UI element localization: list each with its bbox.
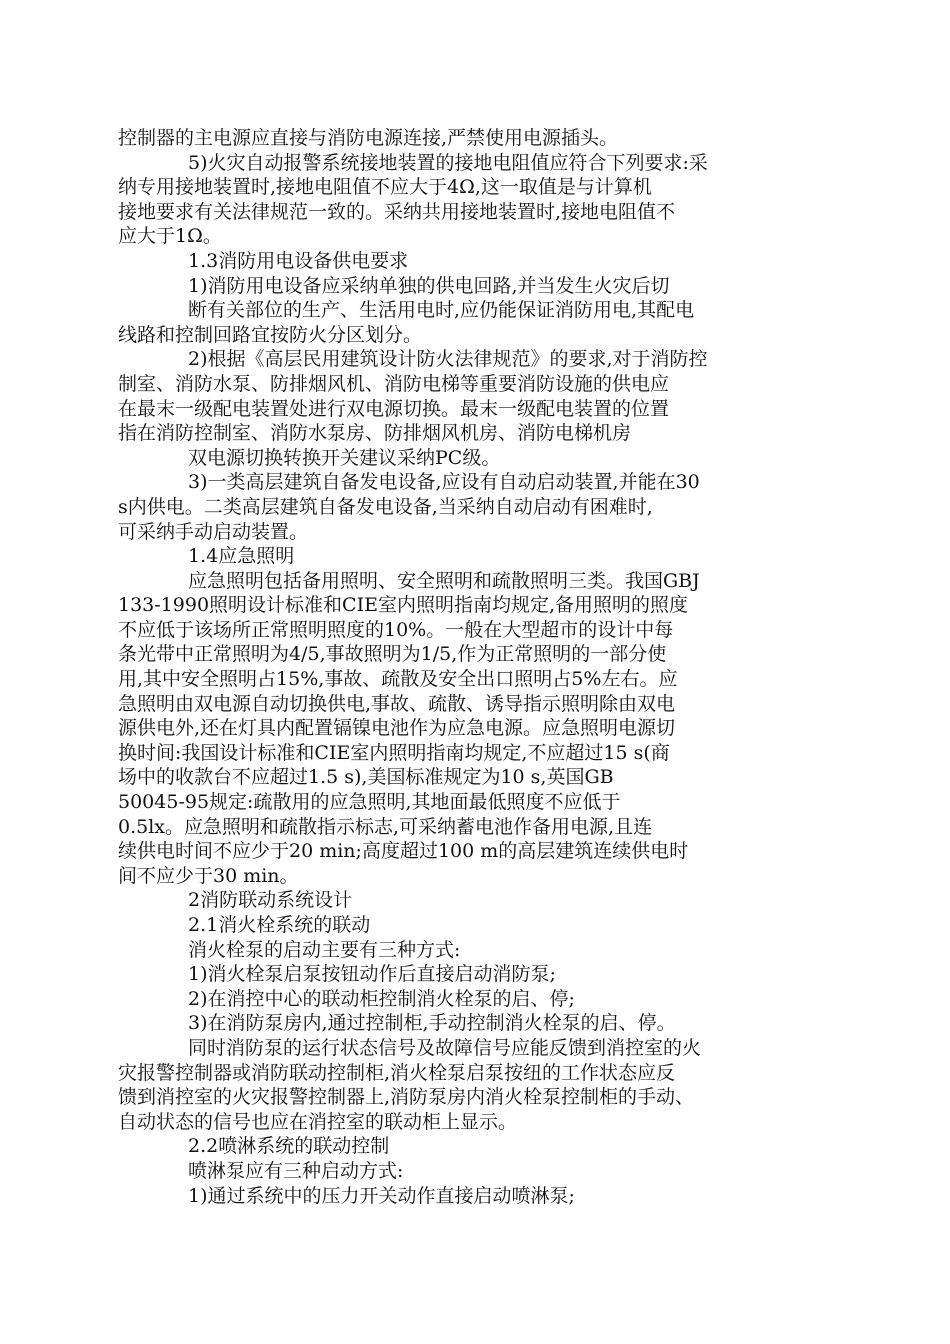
- text-line: 0.5lx。应急照明和疏散指示标志,可采纳蓄电池作备用电源,且连: [118, 815, 653, 838]
- text-line: 源供电外,还在灯具内配置镉镍电池作为应急电源。应急照明电源切: [118, 717, 676, 740]
- text-line: 在最末一级配电装置处进行双电源切换。最末一级配电装置的位置: [118, 397, 670, 420]
- text-line: 双电源切换转换开关建议采纳PC级。: [188, 446, 501, 469]
- text-line: 应大于1Ω。: [118, 225, 222, 248]
- text-line: 接地要求有关法律规范一致的。采纳共用接地装置时,接地电阻值不: [118, 200, 676, 223]
- text-line: 1)消防用电设备应采纳单独的供电回路,并当发生火灾后切: [188, 274, 670, 297]
- document-page: [118, 126, 818, 1208]
- text-line: 2.1消火栓系统的联动: [188, 914, 371, 936]
- text-line: 可采纳手动启动装置。: [118, 520, 309, 543]
- text-line: 2)在消控中心的联动柜控制消火栓泵的启、停;: [188, 987, 575, 1010]
- text-line: 同时消防泵的运行状态信号及故障信号应能反馈到消控室的火: [188, 1036, 702, 1059]
- text-line: 消火栓泵的启动主要有三种方式:: [188, 938, 461, 961]
- text-line: 3)在消防泵房内,通过控制柜,手动控制消火栓泵的启、停。: [188, 1012, 676, 1035]
- text-line: 场中的收款台不应超过1.5 s),美国标准规定为10 s,英国GB: [118, 766, 614, 789]
- text-line: 应急照明包括备用照明、安全照明和疏散照明三类。我国GBJ: [188, 569, 700, 592]
- text-line: 1.4应急照明: [188, 545, 295, 568]
- text-line: 喷淋泵应有三种启动方式:: [188, 1159, 404, 1182]
- text-line: 换时间:我国设计标准和CIE室内照明指南均规定,不应超过15 s(商: [118, 741, 670, 764]
- text-line: 133-1990照明设计标准和CIE室内照明指南均规定,备用照明的照度: [118, 594, 688, 617]
- text-line: 灾报警控制器或消防联动控制柜,消火栓泵启泵按纽的工作状态应反: [118, 1061, 676, 1084]
- text-line: 1)消火栓泵启泵按钮动作后直接启动消防泵;: [188, 963, 556, 986]
- text-line: 1)通过系统中的压力开关动作直接启动喷淋泵;: [188, 1184, 575, 1207]
- text-line: 2.2喷淋系统的联动控制: [188, 1135, 390, 1158]
- text-line: s内供电。二类高层建筑自备发电设备,当采纳自动启动有困难时,: [118, 495, 653, 518]
- text-line: 断有关部位的生产、生活用电时,应仍能保证消防用电,其配电: [188, 299, 695, 322]
- text-line: 用,其中安全照明占15%,事故、疏散及安全出口照明占5%左右。应: [118, 668, 678, 691]
- text-line: 指在消防控制室、消防水泵房、防排烟风机房、消防电梯机房: [118, 422, 632, 445]
- text-line: 2)根据《高层民用建筑设计防火法律规范》的要求,对于消防控: [188, 348, 708, 371]
- text-line: 1.3消防用电设备供电要求: [188, 249, 409, 272]
- text-line: 馈到消控室的火灾报警控制器上,消防泵房内消火栓泵控制柜的手动、: [118, 1086, 695, 1109]
- text-line: 急照明由双电源自动切换供电,事故、疏散、诱导指示照明除由双电: [118, 692, 676, 715]
- text-line: 不应低于该场所正常照明照度的10%。一般在大型超市的设计中每: [118, 618, 674, 641]
- text-line: 自动状态的信号也应在消控室的联动柜上显示。: [118, 1110, 518, 1133]
- text-line: 5)火灾自动报警系统接地装置的接地电阻值应符合下列要求:采: [188, 151, 708, 174]
- text-line: 续供电时间不应少于20 min;高度超过100 m的高层建筑连续供电时: [118, 840, 689, 863]
- text-line: 间不应少于30 min。: [118, 864, 299, 887]
- text-line: 线路和控制回路宜按防火分区划分。: [118, 323, 423, 346]
- text-line: 2消防联动系统设计: [188, 889, 353, 912]
- text-line: 控制器的主电源应直接与消防电源连接,严禁使用电源插头。: [118, 127, 619, 149]
- text-line: 条光带中正常照明为4/5,事故照明为1/5,作为正常照明的一部分使: [118, 643, 667, 666]
- text-line: 3)一类高层建筑自备发电设备,应设有自动启动装置,并能在30: [188, 471, 700, 494]
- text-line: 50045-95规定:疏散用的应急照明,其地面最低照度不应低于: [118, 791, 621, 814]
- text-line: 制室、消防水泵、防排烟风机、消防电梯等重要消防设施的供电应: [118, 372, 670, 395]
- text-line: 纳专用接地装置时,接地电阻值不应大于4Ω,这一取值是与计算机: [118, 176, 652, 199]
